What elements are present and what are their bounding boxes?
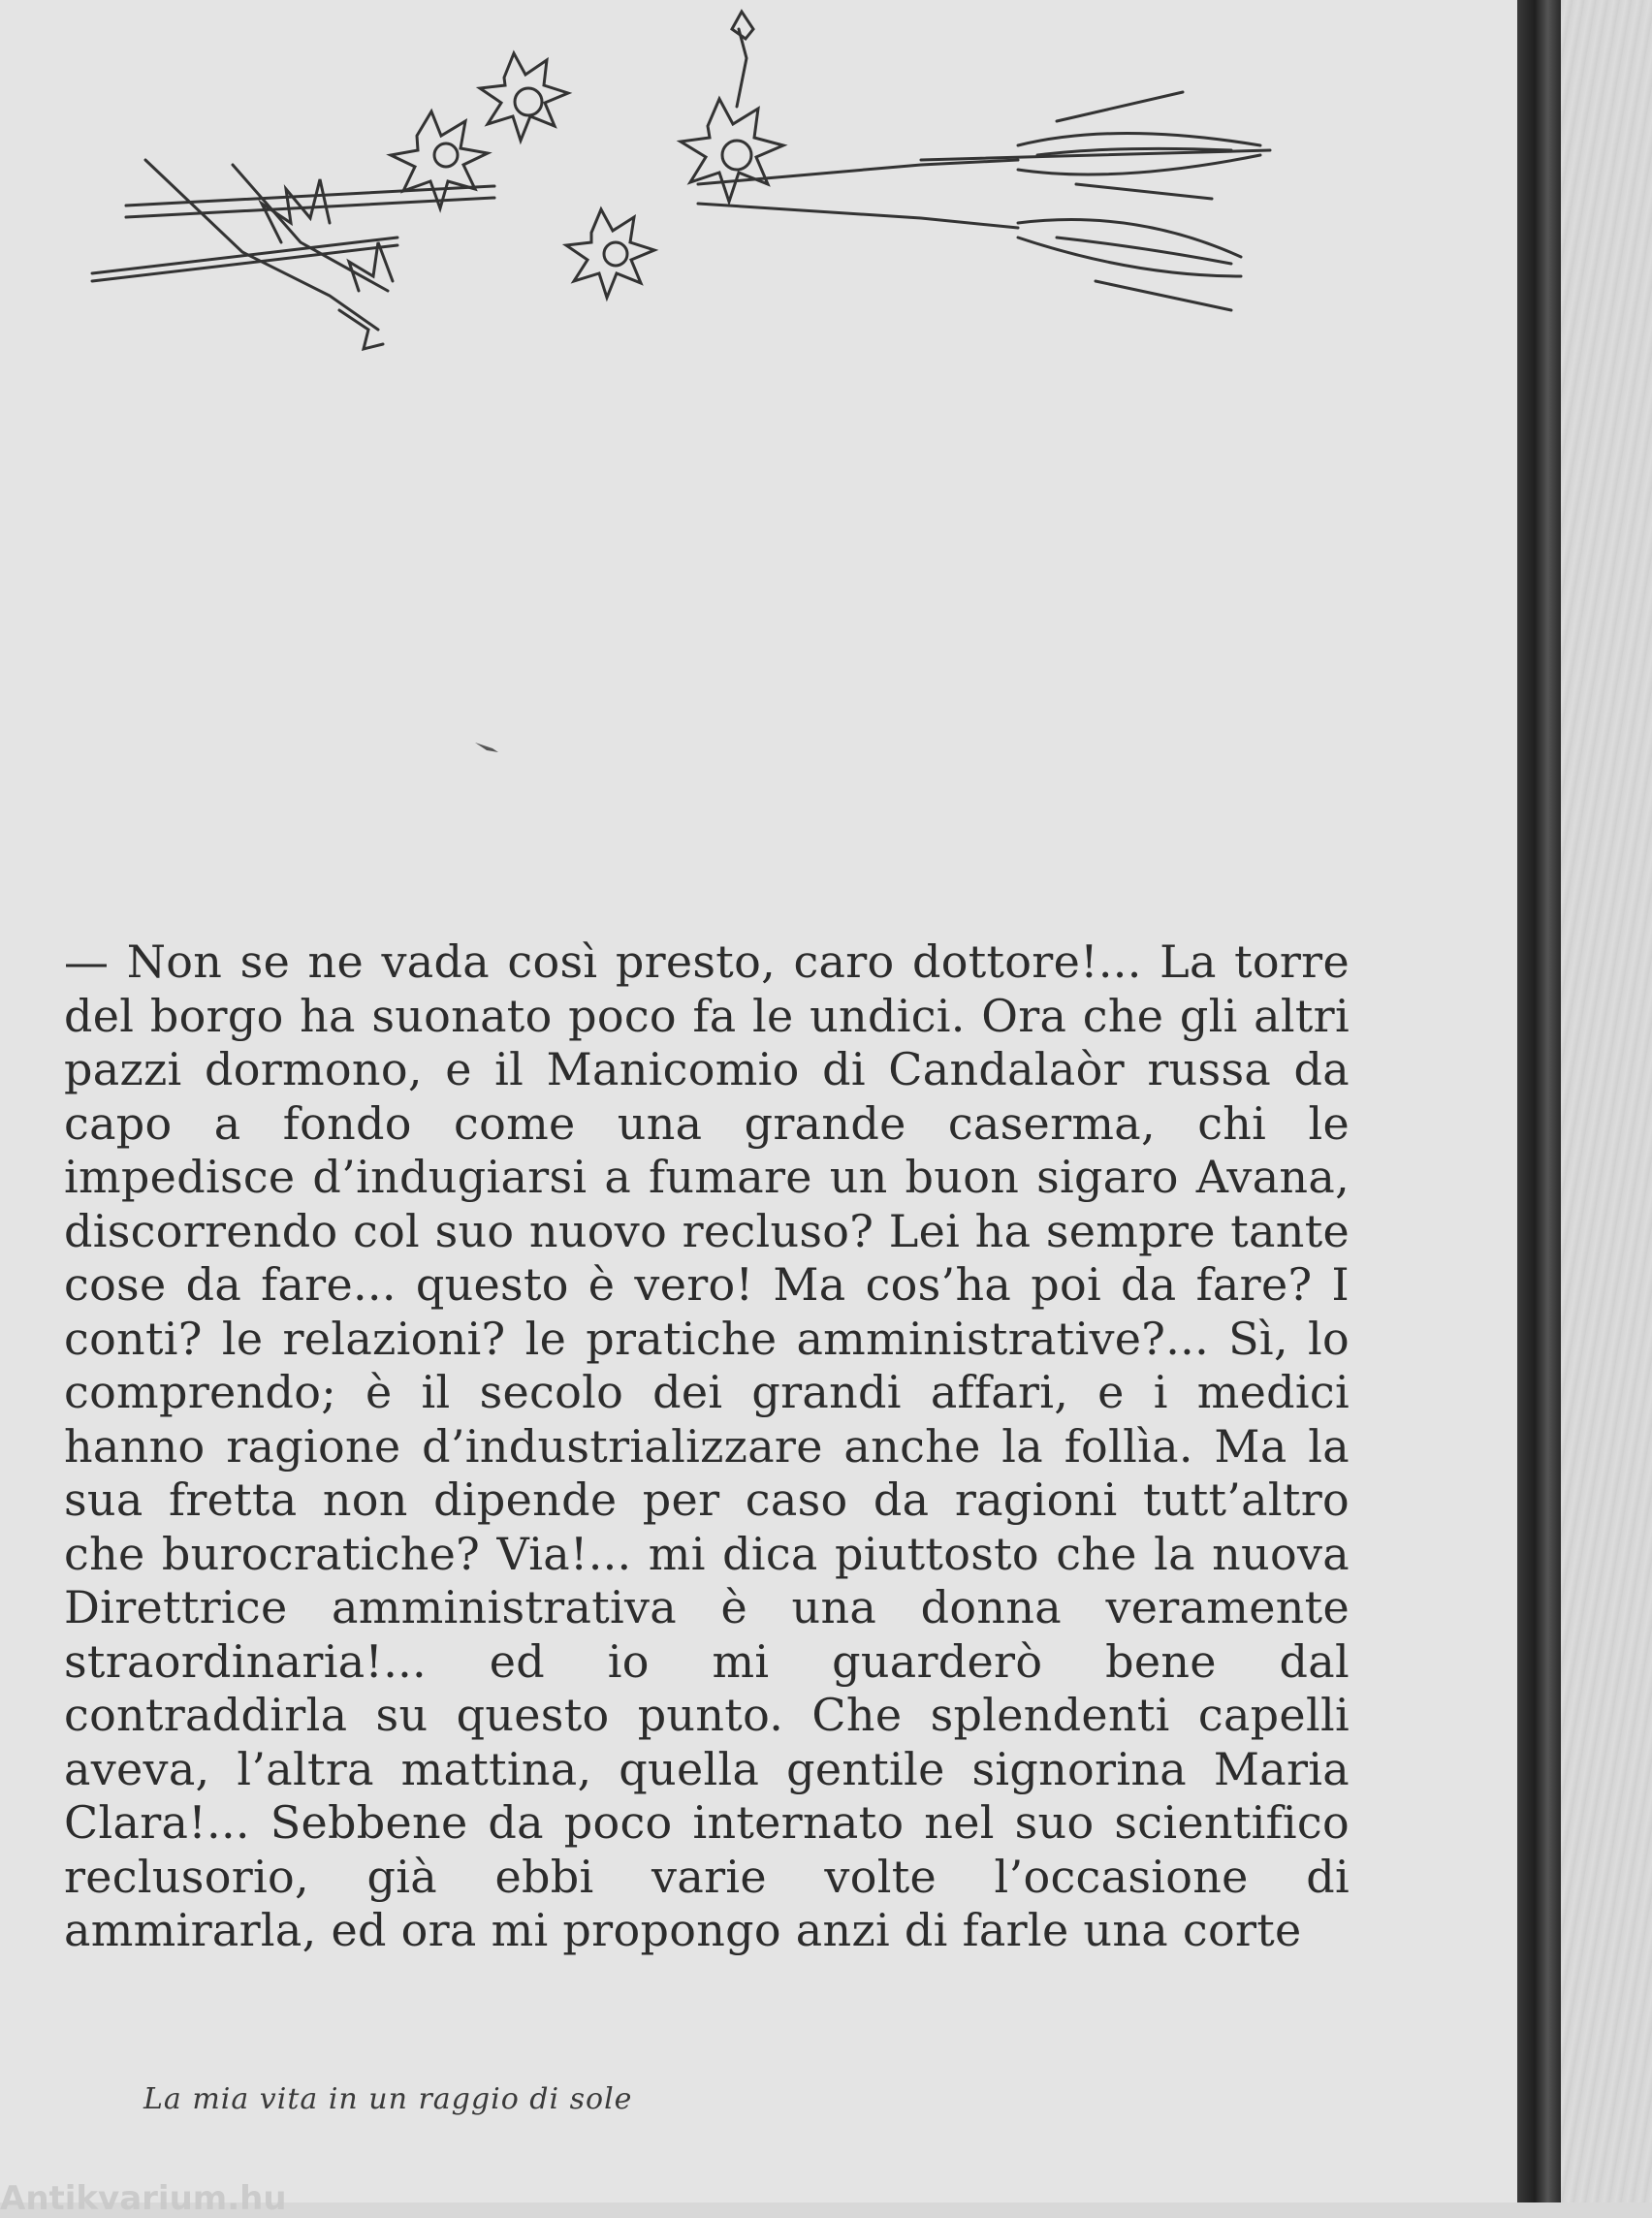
watermark-text: Antikvarium.hu xyxy=(0,2179,287,2218)
background-surface xyxy=(1561,0,1652,2202)
ink-speck xyxy=(473,739,500,754)
paragraph-text: — Non se ne vada così presto, caro dottore!... La torre del borgo ha suonato poco fa le undici. Ora che gli altri pazzi dormono, e il Manicomio di Candalaòr russa da capo a fondo come una grande caserma, chi le impedisce d’indugiarsi a fumare un buon sigaro Avana, discorrendo col suo nuovo recluso? Lei ha sempre tante cose da fare... questo è vero! Ma cos’ha poi da fare? I conti? le relazioni? le pratiche amministrative?... Sì, lo comprendo; è il secolo dei grandi affari, e i medici hanno ragione d’industrializzare anche la follìa. Ma la sua fretta non dipende per caso da ragioni tutt’altro che burocratiche? Via!... mi dica piuttosto che la nuova Direttrice amministrativa è una donna veramente straordinaria!... ed io mi guarderò bene dal contraddirla su questo punto. Che splendenti capelli aveva, l’altra mattina, quella gentile signorina Maria Clara!... Sebbene da poco internato nel suo scientifico reclusorio, già ebbi varie volte l’occasione di ammirarla, ed ora mi propongo anzi di farle una corte xyxy=(64,935,1350,1956)
body-paragraph xyxy=(64,935,1350,1958)
footer-caption: La mia vita in un raggio di sole xyxy=(143,2082,633,2116)
floral-wheat-ornament xyxy=(87,0,1280,368)
book-spine-shadow xyxy=(1517,0,1561,2202)
